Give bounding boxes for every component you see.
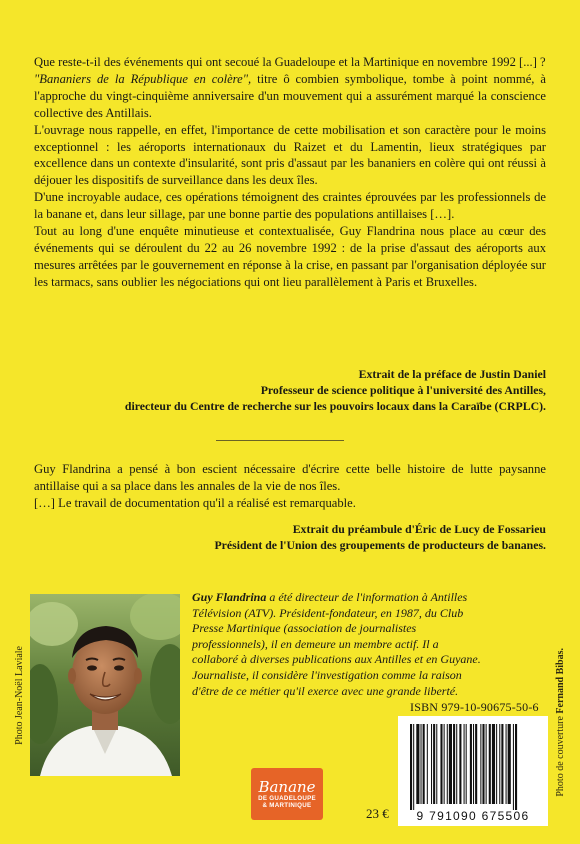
author-bio (192, 590, 482, 699)
isbn: ISBN 979-10-90675-50-6 (410, 700, 539, 714)
photo-credit: Photo Jean-Noël Laviale (14, 646, 25, 745)
preface-attribution-line-1: Extrait de la préface de Justin Daniel (358, 367, 546, 381)
barcode (398, 716, 548, 826)
barcode-bar (449, 724, 452, 804)
barcode-bar (444, 724, 445, 804)
barcode-bar (459, 724, 461, 804)
barcode-bar (436, 724, 437, 804)
preface-paragraph-1: Que reste-t-il des événements qui ont secoué la Guadeloupe et la Martinique en novembre 1992 [...] ? (34, 55, 546, 69)
barcode-bar (410, 724, 412, 810)
preface-text (34, 54, 546, 291)
preface-paragraph-3: L'ouvrage nous rappelle, en effet, l'importance de cette mobilisation et son caractère pour le moins exceptionnel : les aéroports internationaux du Raizet et du Lamentin, lieux stratégiques par excellence dans un contexte d'insularité, sont pris d'assaut par les bananiers en colère qui ont réussi à déjouer les dispositifs de surveillance dans les deux îles. (34, 122, 546, 188)
book-title-quote: "Bananiers de la République en colère", (34, 71, 252, 86)
preface-paragraph-2-text: titre ô combien symbolique, tombe à point nommé, à l'approche du vingt-cinquième anniversaire d'un mouvement qui a assurément marqué la conscience collective des Antillais. (34, 71, 546, 120)
barcode-bar (482, 724, 484, 804)
barcode-bar (413, 724, 414, 810)
publisher-logo (251, 768, 323, 820)
barcode-bar (489, 724, 491, 804)
barcode-bar (496, 724, 497, 804)
price: 23 € (366, 806, 389, 821)
preamble-paragraph-2: […] Le travail de documentation qu'il a réalisé est remarquable. (34, 496, 356, 510)
author-photo (30, 594, 180, 776)
logo-line-1: DE GUADELOUPE (258, 794, 316, 802)
barcode-bar (480, 724, 481, 804)
preface-attribution-line-2: Professeur de science politique à l'université des Antilles, (260, 383, 546, 397)
preamble-attribution-line-1: Extrait du préambule d'Éric de Lucy de Fossarieu (292, 522, 546, 536)
barcode-number: 9 791090 675506 (416, 809, 530, 823)
barcode-bar (492, 724, 495, 804)
preface-paragraph-4: D'une incroyable audace, ces opérations témoignent des craintes éprouvées par les professionnels de la banane et, dans leur sillage, par une bonne partie des populations antillaises […]. (34, 190, 546, 222)
barcode-bar (431, 724, 432, 804)
author-portrait-illustration (30, 594, 180, 776)
barcode-bar (464, 724, 465, 804)
barcode-bar (486, 724, 487, 804)
barcode-bar (506, 724, 507, 804)
preface-attribution (46, 366, 546, 414)
barcode-bar (470, 724, 472, 804)
barcode-bar (499, 724, 500, 804)
barcode-bar (501, 724, 503, 804)
barcode-bar (416, 724, 419, 804)
preamble-attribution-line-2: Président de l'Union des groupements de producteurs de bananes. (214, 538, 546, 552)
barcode-bar (513, 724, 514, 810)
barcode-bar (456, 724, 457, 804)
barcode-bar (508, 724, 511, 804)
author-bio-text: a été directeur de l'information à Antilles Télévision (ATV). Président-fondateur, en 1987, du Club Presse Martinique (association de journalistes professionnels), il en demeure un membre actif. Il a collaboré à diverses publications aux Antilles et en Guyane. Journaliste, il considère l'investigation comme la raison d'être de ce métier qu'il exerce avec une grande liberté. (192, 590, 481, 698)
barcode-bar (453, 724, 455, 804)
cover-credit-name: Fernand Bibas. (555, 648, 566, 714)
author-name: Guy Flandrina (192, 590, 267, 604)
preface-paragraph-5: Tout au long d'une enquête minutieuse et contextualisée, Guy Flandrina nous place au cœur des événements qui se déroulent du 22 au 26 novembre 1992 : de la prise d'assaut des aéroports aux mesures arrêtées par le gouvernement en réponse à la crise, en passant par l'organisation déployée sur les tarmacs, sans oublier les négociations qui ont lieu parallèlement à Paris et Bruxelles. (34, 224, 546, 289)
preamble-text (34, 461, 546, 512)
cover-photo-credit (555, 648, 566, 797)
barcode-bars (398, 716, 548, 826)
preface-paragraph-2 (34, 71, 546, 122)
logo-line-2: & MARTINIQUE (262, 801, 312, 809)
barcode-bar (466, 724, 467, 804)
barcode-bar (473, 724, 474, 804)
barcode-bar (515, 724, 517, 810)
barcode-bar (421, 724, 422, 804)
barcode-bar (423, 724, 425, 804)
preamble-attribution (46, 521, 546, 553)
barcode-bar (433, 724, 435, 804)
barcode-bar (447, 724, 448, 804)
preface-attribution-line-3: directeur du Centre de recherche sur les pouvoirs locaux dans la Caraïbe (CRPLC). (124, 399, 546, 413)
cover-credit-label: Photo de couverture (555, 716, 566, 797)
barcode-bar (427, 724, 428, 804)
section-divider (216, 440, 344, 441)
logo-word: Banane (258, 777, 316, 796)
barcode-bar (440, 724, 442, 804)
barcode-bar (475, 724, 477, 804)
preamble-paragraph-1: Guy Flandrina a pensé à bon escient nécessaire d'écrire cette belle histoire de lutte paysanne antillaise qui a sa place dans les annales de la vie de nos îles. (34, 462, 546, 493)
